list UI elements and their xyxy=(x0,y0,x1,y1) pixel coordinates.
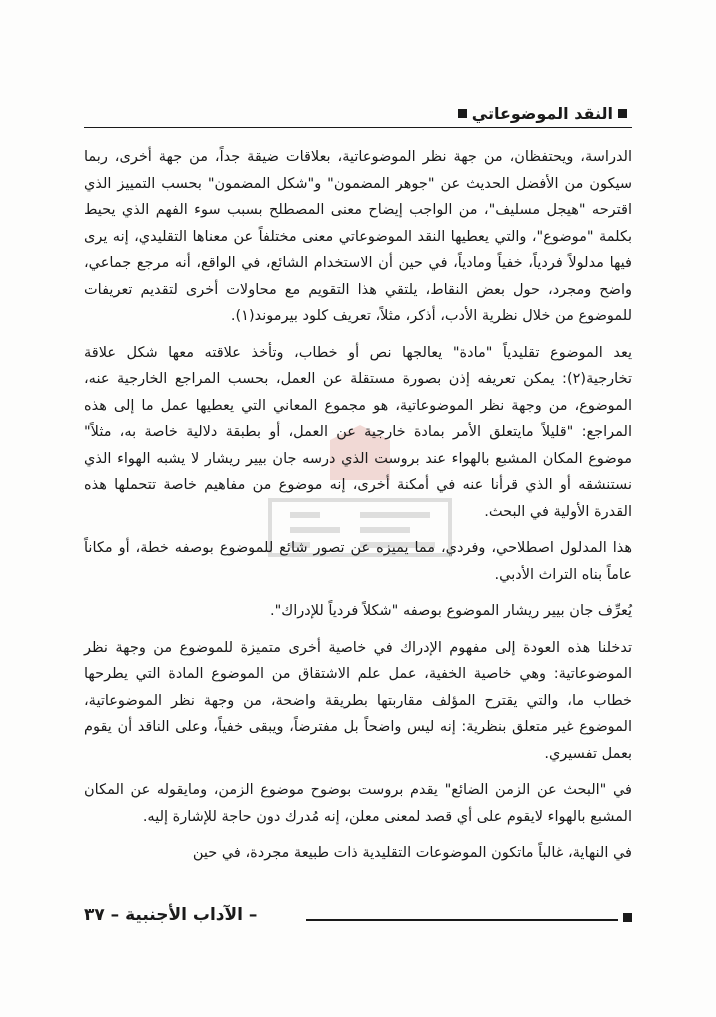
paragraph xyxy=(84,598,632,625)
header-title: النقد الموضوعاتي xyxy=(471,104,613,123)
square-bullet-icon xyxy=(618,109,627,118)
paragraph xyxy=(84,144,632,330)
paragraph xyxy=(84,777,632,830)
running-header xyxy=(84,100,632,128)
paragraph xyxy=(84,840,632,867)
paragraph xyxy=(84,340,632,526)
footer-rule xyxy=(306,919,618,921)
paragraph-text: الدراسة، ويحتفظان، من جهة نظر الموضوعاتية، بعلاقات ضيقة جداً، من جهة أخرى، ربما سيكون من الأفضل الحديث عن "جوهر المضمون" و"شكل المضمون" بحسب التمييز الذي اقترحه "هيجل مسليف"، من الواجب إيضاح معنى المصطلح بسبب سوء الفهم الذي يحيط بكلمة "موضوع"، والتي يعطيها النقد الموضوعاتي معنى مختلفاً عن معناها التقليدي، إنه يرى فيها مدلولاً فردياً، خفياً ومادياً، في حين أن الاستخدام الشائع، في الواقع، أنه مرجع جماعي، واضح ومجرد، حول بعض النقاط، يلتقي هذا التقويم مع محاولات أخرى لتقديم تعريفات للموضوع من خلال نظرية الأدب، أذكر، مثلاً، تعريف كلود بيرموند(١). xyxy=(84,149,632,324)
paragraph-text: يعد الموضوع تقليدياً "مادة" يعالجها نص أو خطاب، وتأخذ علاقته معها شكل علاقة تخارجية(٢): يمكن تعريفه إذن بصورة مستقلة عن العمل، بحسب المراجع الخارجية عنه، الموضوع، من وجهة نظر الموضوعاتية، هو مجموع المعاني التي يعطيها عمل ما إلى هذه المراجع: "قليلاً مايتعلق الأمر بمادة خارجية عن العمل، أو بطبقة دلالية خاصة به، مثلاً" موضوع المكان المشبع بالهواء عند بروست الذي درسه جان بيير ريشار لا يشبه الهواء الذي نستنشقه أو الذي قرأنا عنه في أمكنة أخرى، إنه موضوع من مفاهيم خاصة تتحملها هذه القدرة الأولية في البحث. xyxy=(84,344,632,520)
paragraph xyxy=(84,535,632,588)
paragraph xyxy=(84,635,632,768)
paragraph-text: تدخلنا هذه العودة إلى مفهوم الإدراك في خاصية أخرى متميزة للموضوع من وجهة نظر الموضوعاتية: وهي خاصية الخفية، عمل علم الاشتقاق من الموضوع المادة التي يطرحها خطاب ما، والتي يقترح المؤلف مقاربتها بطريقة واضحة، من وجهة نظر الموضوعاتية، الموضوع غير متعلق بنظرية: إنه ليس واضحاً بل مفترضاً، ويبقى خفياً، وعلى الناقد أن يقوم بعمل تفسيري. xyxy=(84,639,632,762)
paragraph-text: هذا المدلول اصطلاحي، وفردي، مما يميزه عن تصور شائع للموضوع بوصفه خطة، أو مكاناً عاماً بناه التراث الأدبي. xyxy=(84,540,632,583)
square-bullet-icon xyxy=(458,109,467,118)
footer-page-label: – الآداب الأجنبية – ٣٧ xyxy=(84,905,258,925)
paragraph-text: في "البحث عن الزمن الضائع" يقدم بروست بوضوح موضوع الزمن، ومايقوله عن المكان المشبع بالهواء لايقوم على أي قصد لمعنى معلن، إنه مُدرك دون حاجة للإشارة إليه. xyxy=(84,782,632,825)
paragraph-text: في النهاية، غالباً ماتكون الموضوعات التقليدية ذات طبيعة مجردة، في حين xyxy=(192,845,632,861)
header-rule xyxy=(84,127,632,128)
header-title-line xyxy=(453,104,632,123)
page-footer xyxy=(84,905,632,931)
paragraph-text: يُعرِّف جان بيير ريشار الموضوع بوصفه "شكلاً فردياً للإدراك". xyxy=(270,603,632,619)
square-bullet-icon xyxy=(623,913,632,922)
body-text xyxy=(84,144,632,877)
